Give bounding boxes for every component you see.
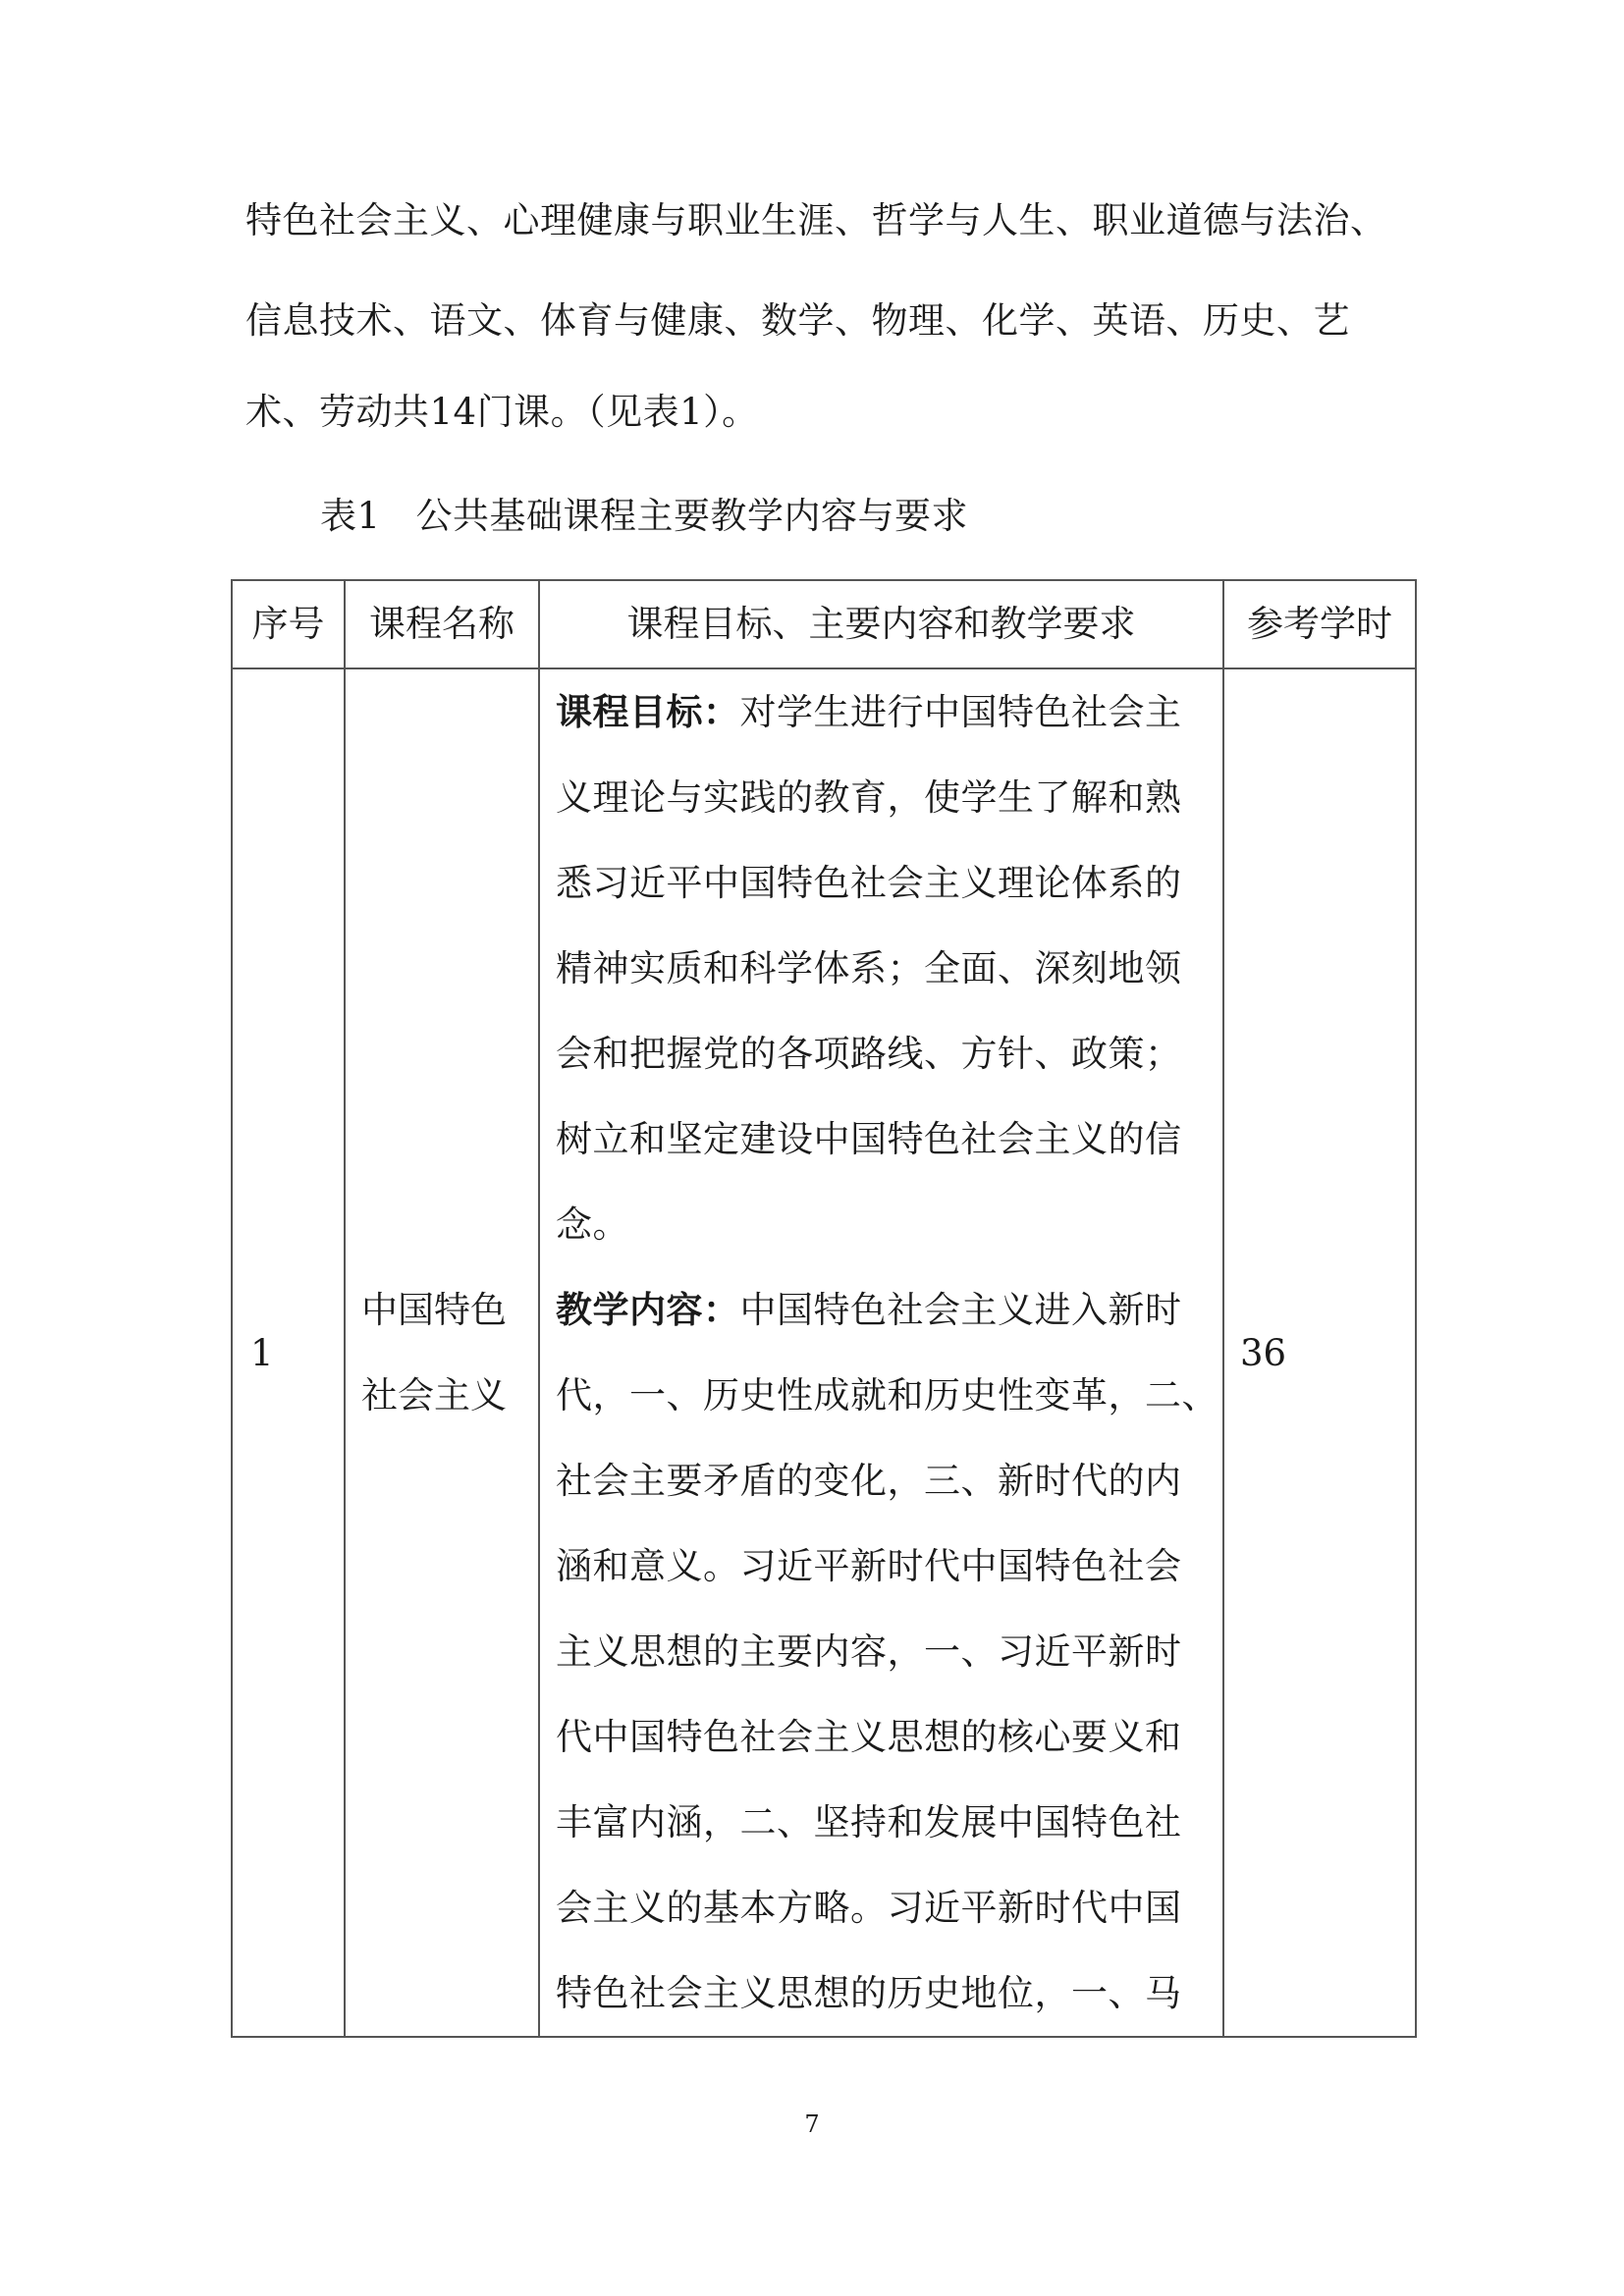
row-hours: 36 <box>1223 668 1416 2037</box>
content-line: 涵和意义。习近平新时代中国特色社会 <box>556 1545 1182 1587</box>
intro-line-3: 术、劳动共14门课。（见表1）。 <box>245 391 759 433</box>
header-number: 序号 <box>232 580 345 668</box>
header-hours: 参考学时 <box>1223 580 1416 668</box>
course-name-line-1: 中国特色 <box>361 1289 507 1331</box>
row-content <box>539 668 1223 2037</box>
goal-line: 会和把握党的各项路线、方针、政策； <box>556 1033 1182 1075</box>
content-text-1: 中国特色社会主义进入新时 <box>739 1289 1182 1331</box>
table-caption-number: 表1 <box>320 495 381 537</box>
header-content: 课程目标、主要内容和教学要求 <box>539 580 1223 668</box>
goal-line: 念。 <box>556 1203 629 1246</box>
intro-line-1: 特色社会主义、心理健康与职业生涯、哲学与人生、职业道德与法治、 <box>245 199 1387 241</box>
content-line: 丰富内涵，二、坚持和发展中国特色社 <box>556 1801 1182 1843</box>
goal-line-1 <box>540 669 1222 755</box>
table-caption-title: 公共基础课程主要教学内容与要求 <box>415 495 969 537</box>
course-name-line-2: 社会主义 <box>361 1374 507 1416</box>
header-course-name: 课程名称 <box>345 580 539 668</box>
content-line: 会主义的基本方略。习近平新时代中国 <box>556 1887 1182 1929</box>
content-line: 代，一、历史性成就和历史性变革，二、 <box>556 1374 1218 1416</box>
goal-line: 精神实质和科学体系；全面、深刻地领 <box>556 947 1182 989</box>
table-row <box>232 668 1416 2037</box>
page-number: 7 <box>804 2110 820 2138</box>
content-line: 主义思想的主要内容，一、习近平新时 <box>556 1630 1182 1673</box>
goal-line: 树立和坚定建设中国特色社会主义的信 <box>556 1118 1182 1160</box>
table-header-row <box>232 580 1416 668</box>
row-number: 1 <box>232 668 345 2037</box>
content-line: 代中国特色社会主义思想的核心要义和 <box>556 1716 1182 1758</box>
goal-text-1: 对学生进行中国特色社会主 <box>739 691 1182 733</box>
goal-label: 课程目标： <box>556 690 740 733</box>
row-course-name <box>345 668 539 2037</box>
table-caption <box>320 495 968 538</box>
content-line: 社会主要矛盾的变化，三、新时代的内 <box>556 1460 1182 1502</box>
course-table <box>231 579 1417 2038</box>
intro-line-2: 信息技术、语文、体育与健康、数学、物理、化学、英语、历史、艺 <box>245 299 1350 342</box>
goal-line: 义理论与实践的教育，使学生了解和熟 <box>556 776 1182 819</box>
content-line: 特色社会主义思想的历史地位，一、马 <box>556 1972 1182 2014</box>
goal-line: 悉习近平中国特色社会主义理论体系的 <box>556 862 1182 904</box>
content-line-1 <box>540 1267 1222 1353</box>
content-label: 教学内容： <box>556 1288 740 1331</box>
